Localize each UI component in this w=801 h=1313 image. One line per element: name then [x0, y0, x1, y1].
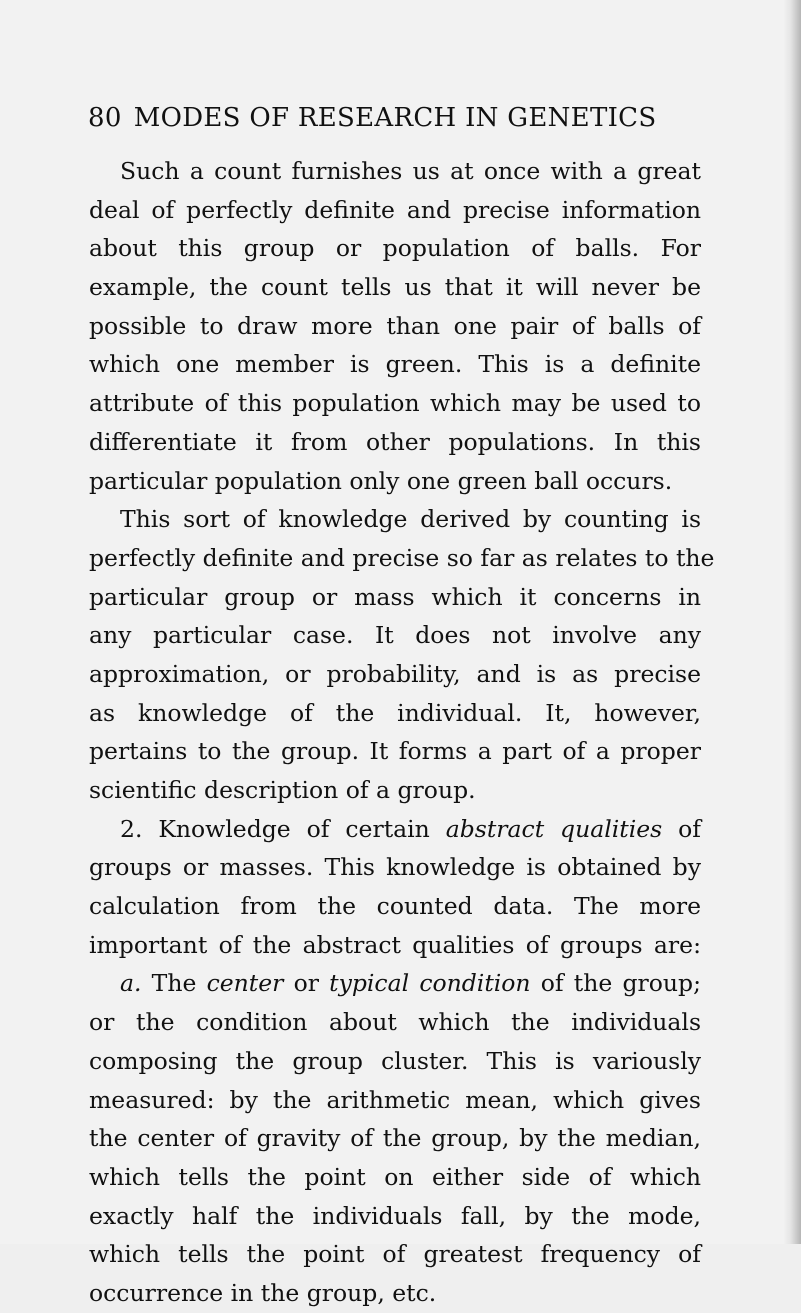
text-segment: which tells the point on either side of which: [89, 1162, 701, 1191]
text-segment: of: [662, 814, 701, 843]
text-line: [89, 1081, 701, 1120]
text-line: [89, 191, 701, 230]
text-segment: groups or masses. This knowledge is obtained by: [89, 853, 701, 882]
text-segment: possible to draw more than one pair of balls of: [89, 311, 701, 340]
text-segment: particular population only one green ball occurs.: [89, 466, 673, 495]
text-line: [89, 229, 701, 268]
text-line: [89, 268, 701, 307]
text-line: [89, 1042, 701, 1081]
text-line: [89, 732, 701, 771]
italic-phrase: typical condition: [329, 969, 531, 998]
text-segment: perfectly definite and precise so far as relates to the: [89, 543, 715, 572]
italic-phrase: abstract qualities: [445, 814, 663, 843]
text-segment: about this group or population of balls. For: [89, 234, 701, 263]
running-header: [88, 101, 708, 135]
text-line: [89, 964, 701, 1003]
text-line: [89, 423, 701, 462]
page-number: 80: [88, 103, 122, 133]
text-segment: important of the abstract qualities of groups are:: [89, 930, 701, 959]
text-line: [89, 1119, 701, 1158]
text-segment: measured: by the arithmetic mean, which gives: [89, 1085, 701, 1114]
text-segment: example, the count tells us that it will never be: [89, 273, 701, 302]
text-line: [89, 307, 701, 346]
text-segment: This sort of knowledge derived by counting is: [120, 505, 701, 534]
text-segment: or the condition about which the individuals: [89, 1008, 701, 1037]
text-segment: differentiate it from other populations. In this: [89, 427, 701, 456]
text-line: [89, 926, 701, 965]
text-line: [89, 1235, 701, 1274]
body-text: [89, 152, 715, 1313]
text-line: [89, 848, 701, 887]
text-line: [89, 810, 701, 849]
text-segment: attribute of this population which may be used to: [89, 389, 701, 418]
text-segment: composing the group cluster. This is variously: [89, 1046, 701, 1075]
text-line: [89, 500, 701, 539]
text-segment: pertains to the group. It forms a part of a proper: [89, 737, 701, 766]
text-line: [89, 616, 701, 655]
text-segment: which one member is green. This is a definite: [89, 350, 701, 379]
text-line: [89, 694, 701, 733]
text-line: [89, 1003, 701, 1042]
text-segment: occurrence in the group, etc.: [89, 1278, 437, 1307]
italic-phrase: center: [206, 969, 284, 998]
text-segment: 2. Knowledge of certain: [120, 814, 446, 843]
text-segment: Such a count furnishes us at once with a great: [120, 157, 701, 185]
text-segment: which tells the point of greatest frequency of: [89, 1240, 701, 1269]
text-line: [89, 384, 701, 423]
text-segment: deal of perfectly definite and precise information: [89, 195, 701, 224]
italic-phrase: a.: [120, 969, 142, 998]
text-segment: particular group or mass which it concerns in: [89, 582, 701, 611]
text-segment: approximation, or probability, and is as precise: [89, 659, 701, 688]
text-line: [89, 887, 701, 926]
text-line: [89, 1197, 701, 1236]
text-line: [89, 578, 701, 617]
text-segment: exactly half the individuals fall, by the mode,: [89, 1201, 701, 1230]
text-line: [89, 1158, 701, 1197]
text-segment: or: [283, 969, 330, 998]
text-line: [89, 345, 701, 384]
text-line: [89, 1274, 701, 1313]
text-line: [89, 152, 701, 191]
text-line: [89, 771, 701, 810]
text-segment: calculation from the counted data. The more: [89, 892, 701, 921]
text-line: [89, 539, 715, 578]
text-segment: scientific description of a group.: [89, 776, 476, 804]
running-title: MODES OF RESEARCH IN GENETICS: [133, 103, 657, 133]
text-segment: the center of gravity of the group, by the median,: [89, 1124, 701, 1153]
text-segment: as knowledge of the individual. It, however,: [89, 698, 701, 727]
text-segment: The: [141, 969, 207, 998]
page-edge-shadow: [783, 0, 801, 1244]
text-line: [89, 462, 701, 501]
text-segment: of the group;: [530, 969, 701, 998]
text-segment: any particular case. It does not involve any: [89, 621, 701, 650]
text-line: [89, 655, 701, 694]
